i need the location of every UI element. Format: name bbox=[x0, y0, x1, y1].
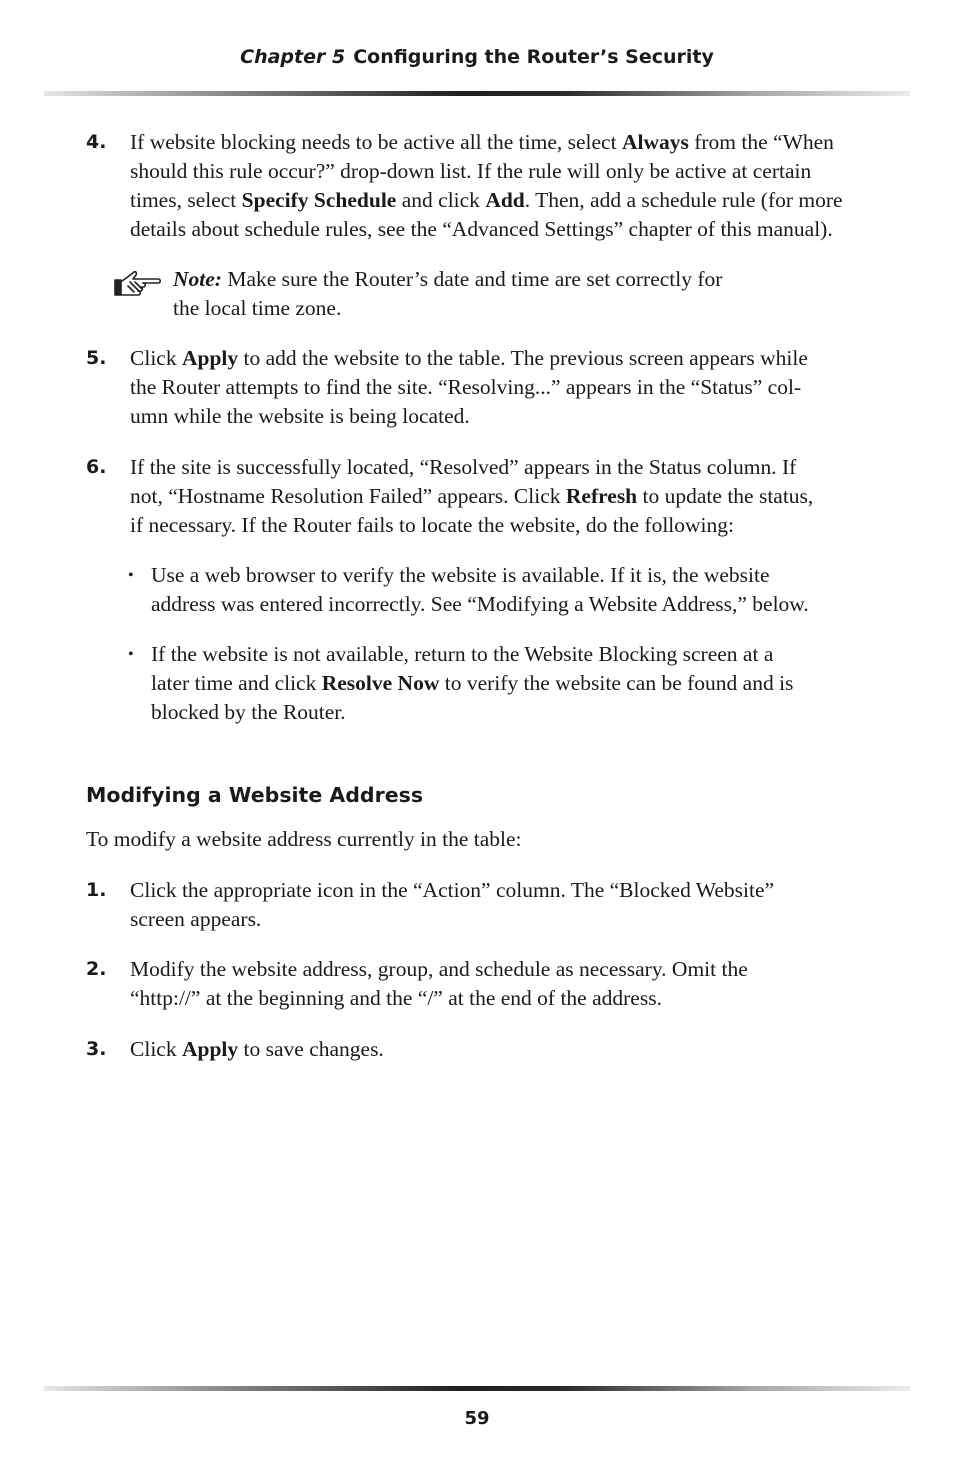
bullet-dot: • bbox=[128, 646, 134, 663]
text-run: address was entered incorrectly. See “Modifying a Website Address,” below. bbox=[151, 592, 809, 616]
step-number: 6. bbox=[86, 456, 107, 478]
step-text bbox=[130, 1035, 875, 1064]
text-run: Modify the website address, group, and schedule as necessary. Omit the bbox=[130, 957, 748, 981]
text-run: . Then, add a schedule rule (for more bbox=[524, 188, 843, 212]
intro-text: To modify a website address currently in the table: bbox=[86, 827, 522, 851]
text-line bbox=[130, 955, 875, 984]
text-line bbox=[130, 905, 875, 934]
text-line bbox=[130, 128, 875, 157]
step-number: 3. bbox=[86, 1038, 107, 1060]
text-run: the Router attempts to find the site. “Resolving...” appears in the “Status” col- bbox=[130, 375, 802, 399]
bold-run: Refresh bbox=[565, 484, 638, 508]
running-header bbox=[0, 46, 954, 68]
step-number: 2. bbox=[86, 958, 107, 980]
text-line bbox=[130, 1035, 875, 1064]
text-run: to save changes. bbox=[238, 1037, 384, 1061]
text-line bbox=[130, 402, 875, 431]
text-run: screen appears. bbox=[130, 907, 262, 931]
text-line bbox=[173, 294, 813, 323]
text-run: should this rule occur?” drop-down list. If the rule will only be active at certain bbox=[130, 159, 812, 183]
bold-run: Apply bbox=[181, 346, 239, 370]
text-line bbox=[130, 876, 875, 905]
header-rule bbox=[44, 91, 910, 96]
text-line bbox=[130, 215, 875, 244]
text-run: if necessary. If the Router fails to locate the website, do the following: bbox=[130, 513, 735, 537]
text-run: to update the status, bbox=[637, 484, 814, 508]
bold-run: Add bbox=[485, 188, 525, 212]
bold-run: Always bbox=[621, 130, 689, 154]
text-run: to add the website to the table. The previous screen appears while bbox=[238, 346, 808, 370]
bold-run: Apply bbox=[181, 1037, 239, 1061]
step-number: 4. bbox=[86, 131, 107, 153]
chapter-title: Configuring the Router’s Security bbox=[353, 46, 714, 68]
text-line bbox=[151, 640, 873, 669]
bold-run: Resolve Now bbox=[321, 671, 440, 695]
text-run: Click the appropriate icon in the “Action” column. The “Blocked Website” bbox=[130, 878, 775, 902]
text-run: “http://” at the beginning and the “/” at the end of the address. bbox=[130, 986, 662, 1010]
text-run: If website blocking needs to be active all the time, select bbox=[130, 130, 622, 154]
text-run: times, select bbox=[130, 188, 242, 212]
bold-run: Specify Schedule bbox=[241, 188, 397, 212]
text-line bbox=[130, 453, 875, 482]
text-run: details about schedule rules, see the “Advanced Settings” chapter of this manual). bbox=[130, 217, 833, 241]
step-number: 1. bbox=[86, 879, 107, 901]
text-line bbox=[130, 482, 875, 511]
footer-rule bbox=[44, 1386, 910, 1391]
bullet-dot: • bbox=[128, 567, 134, 584]
pointing-hand-icon bbox=[112, 269, 164, 307]
note-text bbox=[173, 265, 813, 323]
section-heading: Modifying a Website Address bbox=[86, 783, 424, 807]
text-run: If the site is successfully located, “Resolved” appears in the Status column. If bbox=[130, 455, 797, 479]
step-number: 5. bbox=[86, 347, 107, 369]
text-line bbox=[151, 561, 873, 590]
text-run: Use a web browser to verify the website is available. If it is, the website bbox=[151, 563, 770, 587]
text-line bbox=[130, 157, 875, 186]
text-line bbox=[151, 698, 873, 727]
text-run: Click bbox=[130, 1037, 182, 1061]
text-line bbox=[130, 984, 875, 1013]
note-body bbox=[173, 267, 813, 323]
step-text bbox=[130, 453, 875, 540]
text-run: not, “Hostname Resolution Failed” appears. Click bbox=[130, 484, 566, 508]
page-number: 59 bbox=[464, 1408, 490, 1429]
text-line bbox=[151, 590, 873, 619]
step-text bbox=[130, 955, 875, 1013]
note-label: Note: bbox=[173, 267, 222, 291]
text-line bbox=[130, 373, 875, 402]
text-run: to verify the website can be found and is bbox=[439, 671, 794, 695]
text-run: the local time zone. bbox=[173, 296, 342, 320]
bullet-text bbox=[151, 561, 873, 619]
step-text bbox=[130, 344, 875, 431]
step-text bbox=[130, 876, 875, 934]
text-run: If the website is not available, return to the Website Blocking screen at a bbox=[151, 642, 774, 666]
text-run: blocked by the Router. bbox=[151, 700, 346, 724]
text-run: umn while the website is being located. bbox=[130, 404, 470, 428]
text-line bbox=[151, 669, 873, 698]
step-text bbox=[130, 128, 875, 244]
text-run: later time and click bbox=[151, 671, 322, 695]
text-line bbox=[130, 511, 875, 540]
text-run: from the “When bbox=[688, 130, 834, 154]
text-run: Make sure the Router’s date and time are set correctly for bbox=[221, 267, 723, 291]
text-line bbox=[130, 344, 875, 373]
text-line bbox=[130, 186, 875, 215]
text-run: Click bbox=[130, 346, 182, 370]
chapter-label: Chapter 5 bbox=[240, 46, 346, 68]
text-run: and click bbox=[396, 188, 486, 212]
text-line bbox=[222, 267, 722, 291]
bullet-text bbox=[151, 640, 873, 727]
